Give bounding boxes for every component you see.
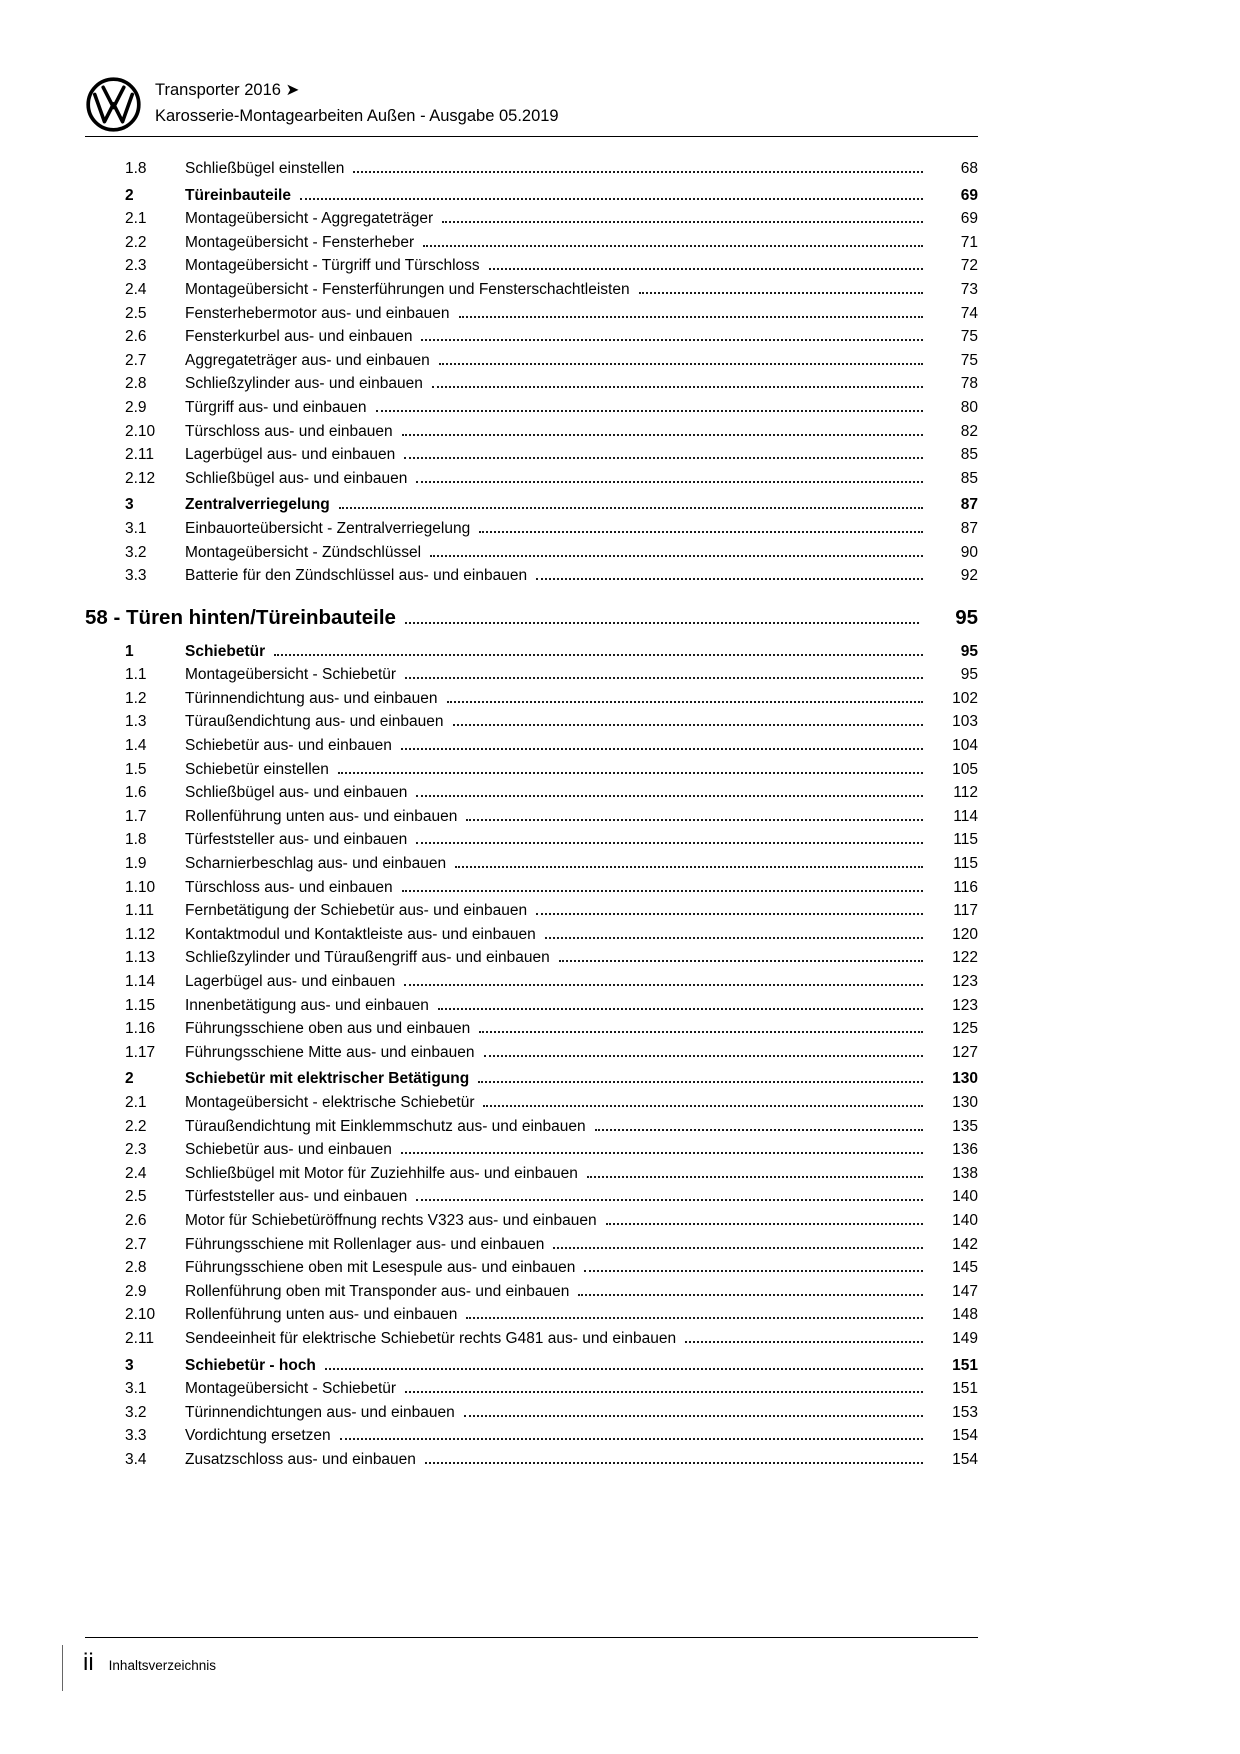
toc-entry-number: 1.12 <box>125 925 156 943</box>
toc-entry-page: 102 <box>952 689 978 707</box>
toc-entry-label: Zentralverriegelung <box>185 496 330 514</box>
toc-entry-page: 87 <box>960 519 978 537</box>
toc-entry-label: Kontaktmodul und Kontaktleiste aus- und einbauen <box>185 925 536 943</box>
toc-row <box>85 758 978 782</box>
toc-entry-number: 2 <box>125 1070 134 1088</box>
toc-entry-page: 153 <box>952 1403 978 1421</box>
toc-entry-page: 92 <box>960 567 978 585</box>
page-footer <box>83 1646 216 1680</box>
dot-leader <box>425 1462 923 1464</box>
toc-row <box>85 1354 978 1378</box>
toc-entry-page: 72 <box>960 257 978 275</box>
toc-entry-page: 130 <box>952 1070 978 1088</box>
dot-leader <box>300 198 923 200</box>
toc-row <box>85 1162 978 1186</box>
toc-entry-number: 2.9 <box>125 1282 147 1300</box>
toc-row <box>85 1256 978 1280</box>
toc-entry-label: Türeinbauteile <box>185 186 291 204</box>
dot-leader <box>404 457 923 459</box>
dot-leader <box>438 1008 923 1010</box>
toc-entry-number: 3.1 <box>125 1380 147 1398</box>
toc-entry-page: 149 <box>952 1329 978 1347</box>
toc-row <box>85 372 978 396</box>
toc-entry-page: 87 <box>960 496 978 514</box>
toc-entry-number: 3.2 <box>125 543 147 561</box>
toc-entry-page: 115 <box>953 855 978 873</box>
toc-entry-number: 2.5 <box>125 1188 147 1206</box>
toc-row <box>85 467 978 491</box>
toc-entry-number: 2.4 <box>125 280 147 298</box>
toc-entry-label: Führungsschiene mit Rollenlager aus- und einbauen <box>185 1235 545 1253</box>
toc-entry-page: 122 <box>952 949 978 967</box>
toc-entry-label: Türinnendichtung aus- und einbauen <box>185 689 438 707</box>
toc-entry-label: Führungsschiene oben mit Lesespule aus- und einbauen <box>185 1259 576 1277</box>
toc-entry-number: 2.5 <box>125 304 147 322</box>
toc-entry-label: Vordichtung ersetzen <box>185 1427 331 1445</box>
toc-entry-page: 151 <box>952 1356 978 1374</box>
toc-entry-page: 74 <box>960 304 978 322</box>
toc-entry-page: 115 <box>953 831 978 849</box>
toc-entry-label: Türinnendichtungen aus- und einbauen <box>185 1403 455 1421</box>
toc-row <box>85 946 978 970</box>
toc-entry-number: 3 <box>125 1356 134 1374</box>
toc-entry-label: Türschloss aus- und einbauen <box>185 878 393 896</box>
toc-entry-page: 95 <box>955 605 978 629</box>
dot-leader <box>401 748 923 750</box>
toc-entry-label: Schließbügel aus- und einbauen <box>185 784 408 802</box>
toc-row <box>85 1401 978 1425</box>
toc-entry-label: Rollenführung unten aus- und einbauen <box>185 807 458 825</box>
toc-entry-label: Schiebetür mit elektrischer Betätigung <box>185 1070 470 1088</box>
toc-row <box>85 517 978 541</box>
toc-entry-page: 120 <box>952 925 978 943</box>
dot-leader <box>405 1391 923 1393</box>
toc-entry-page: 130 <box>952 1093 978 1111</box>
toc-row <box>85 278 978 302</box>
toc-entry-number: 1.10 <box>125 878 156 896</box>
toc-entry-label: Fensterkurbel aus- und einbauen <box>185 328 413 346</box>
toc-entry-number: 2.1 <box>125 1093 147 1111</box>
toc-entry-number: 2.7 <box>125 351 147 369</box>
toc-row <box>85 1091 978 1115</box>
toc-entry-label: Schließbügel mit Motor für Zuziehhilfe aus- und einbauen <box>185 1164 578 1182</box>
dot-leader <box>584 1270 923 1272</box>
toc-entry-label: Batterie für den Zündschlüssel aus- und einbauen <box>185 567 528 585</box>
toc-row <box>85 420 978 444</box>
toc-entry-number: 2.6 <box>125 1211 147 1229</box>
dot-leader <box>453 724 923 726</box>
dot-leader <box>466 1317 923 1319</box>
toc-row <box>85 994 978 1018</box>
dot-leader <box>439 363 923 365</box>
toc-entry-page: 140 <box>952 1211 978 1229</box>
toc-entry-number: 2 <box>125 186 134 204</box>
toc-entry-page: 136 <box>952 1141 978 1159</box>
dot-leader <box>432 386 923 388</box>
toc-entry-label: Schließbügel aus- und einbauen <box>185 469 408 487</box>
toc-entry-label: Innenbetätigung aus- und einbauen <box>185 996 429 1014</box>
dot-leader <box>416 1199 923 1201</box>
toc-row <box>85 1327 978 1351</box>
toc-entry-number: 2.11 <box>125 446 155 464</box>
dot-leader <box>536 578 923 580</box>
toc-entry-page: 125 <box>952 1020 978 1038</box>
dot-leader <box>639 292 923 294</box>
toc-entry-label: Türfeststeller aus- und einbauen <box>185 1188 408 1206</box>
toc-entry-label: Montageübersicht - Fensterheber <box>185 233 415 251</box>
toc-entry-page: 138 <box>952 1164 978 1182</box>
dot-leader <box>274 654 923 656</box>
toc-row <box>85 493 978 517</box>
toc-row <box>85 1138 978 1162</box>
toc-row <box>85 640 978 664</box>
toc-row <box>85 1067 978 1091</box>
toc-entry-page: 71 <box>960 233 978 251</box>
dot-leader <box>478 1081 923 1083</box>
toc-entry-label: Türgriff aus- und einbauen <box>185 398 367 416</box>
dot-leader <box>545 937 923 939</box>
dot-leader <box>578 1294 923 1296</box>
toc-entry-number: 2.3 <box>125 257 147 275</box>
dot-leader <box>402 434 923 436</box>
toc-entry-label: Türaußendichtung aus- und einbauen <box>185 713 444 731</box>
dot-leader <box>353 171 923 173</box>
dot-leader <box>455 866 923 868</box>
toc-entry-number: 2.4 <box>125 1164 147 1182</box>
toc-row <box>85 805 978 829</box>
toc-row <box>85 396 978 420</box>
toc-entry-label: Montageübersicht - Türgriff und Türschloss <box>185 257 480 275</box>
toc-entry-page: 78 <box>960 375 978 393</box>
dot-leader <box>466 819 923 821</box>
dot-leader <box>685 1341 923 1343</box>
toc-entry-number: 3.2 <box>125 1403 147 1421</box>
toc-entry-number: 1.6 <box>125 784 147 802</box>
dot-leader <box>376 410 923 412</box>
dot-leader <box>339 507 923 509</box>
dot-leader <box>553 1247 923 1249</box>
toc-entry-label: Montageübersicht - elektrische Schiebetür <box>185 1093 475 1111</box>
toc-row <box>85 899 978 923</box>
dot-leader <box>442 221 923 223</box>
toc-row <box>85 734 978 758</box>
toc-row <box>85 157 978 181</box>
dot-leader <box>536 913 923 915</box>
header-subtitle: Karosserie-Montagearbeiten Außen - Ausgabe 05.2019 <box>155 107 559 125</box>
dot-leader <box>559 960 923 962</box>
toc-entry-label: Schließzylinder aus- und einbauen <box>185 375 423 393</box>
dot-leader <box>325 1368 923 1370</box>
toc-entry-number: 1.8 <box>125 160 147 177</box>
toc-row <box>85 254 978 278</box>
toc-entry-label: Fensterhebermotor aus- und einbauen <box>185 304 450 322</box>
toc-entry-label: Aggregateträger aus- und einbauen <box>185 351 430 369</box>
toc-row <box>85 1280 978 1304</box>
dot-leader <box>430 555 923 557</box>
toc-entry-number: 1.4 <box>125 737 147 755</box>
toc-entry-number: 3.4 <box>125 1450 147 1468</box>
toc-entry-label: Rollenführung oben mit Transponder aus- und einbauen <box>185 1282 570 1300</box>
toc-entry-number: 2.7 <box>125 1235 147 1253</box>
toc-entry-number: 2.10 <box>125 422 156 440</box>
toc-entry-page: 73 <box>960 280 978 298</box>
toc-entry-number: 2.2 <box>125 233 147 251</box>
toc-entry-label: Rollenführung unten aus- und einbauen <box>185 1306 458 1324</box>
toc-entry-page: 85 <box>960 469 978 487</box>
toc-entry-label: Türfeststeller aus- und einbauen <box>185 831 408 849</box>
toc-entry-page: 114 <box>953 807 978 825</box>
toc-row <box>85 541 978 565</box>
dot-leader <box>340 1438 923 1440</box>
dot-leader <box>587 1176 923 1178</box>
toc-entry-label: Montageübersicht - Fensterführungen und Fensterschachtleisten <box>185 280 630 298</box>
toc-entry-label: Schiebetür <box>185 642 266 660</box>
toc-entry-page: 95 <box>960 642 978 660</box>
toc-entry-label: Türaußendichtung mit Einklemmschutz aus- und einbauen <box>185 1117 586 1135</box>
dot-leader <box>483 1105 923 1107</box>
toc-entry-label: Führungsschiene Mitte aus- und einbauen <box>185 1043 475 1061</box>
toc-entry-label: Scharnierbeschlag aus- und einbauen <box>185 855 447 873</box>
footer-label: Inhaltsverzeichnis <box>108 1658 216 1673</box>
toc-row <box>85 1233 978 1257</box>
toc-row <box>85 876 978 900</box>
toc-entry-number: 1.15 <box>125 996 156 1014</box>
toc-entry-number: 2.3 <box>125 1141 147 1159</box>
toc-entry-label: Montageübersicht - Zündschlüssel <box>185 543 422 561</box>
toc-entry-label: Lagerbügel aus- und einbauen <box>185 446 396 464</box>
toc-entry-label: Schiebetür aus- und einbauen <box>185 1141 392 1159</box>
toc-entry-page: 75 <box>960 328 978 346</box>
toc-entry-number: 1.3 <box>125 713 147 731</box>
toc-entry-number: 1.1 <box>125 666 147 684</box>
toc-entry-page: 154 <box>952 1450 978 1468</box>
toc-entry-number: 2.2 <box>125 1117 147 1135</box>
toc-row <box>85 349 978 373</box>
toc-entry-page: 104 <box>952 737 978 755</box>
toc-row <box>85 1448 978 1472</box>
toc-entry-number: 3 <box>125 496 134 514</box>
toc-entry-page: 142 <box>952 1235 978 1253</box>
toc-entry-page: 135 <box>952 1117 978 1135</box>
toc-entry-number: 1.7 <box>125 807 147 825</box>
table-of-contents <box>85 157 978 1471</box>
toc-row <box>85 828 978 852</box>
dot-leader <box>416 481 923 483</box>
vw-logo-icon <box>85 76 142 133</box>
toc-entry-label: Lagerbügel aus- und einbauen <box>185 973 396 990</box>
dot-leader <box>606 1223 923 1225</box>
dot-leader <box>479 1031 923 1033</box>
toc-entry-number: 2.1 <box>125 210 147 228</box>
header-divider <box>85 136 978 137</box>
toc-entry-number: 2.9 <box>125 398 147 416</box>
dot-leader <box>416 842 923 844</box>
toc-entry-page: 123 <box>952 996 978 1014</box>
toc-entry-number: 1.14 <box>125 973 156 990</box>
footer-margin-mark <box>62 1645 63 1691</box>
toc-row <box>85 564 978 588</box>
toc-entry-page: 69 <box>960 186 978 204</box>
toc-entry-page: 103 <box>952 713 978 731</box>
toc-entry-label: Schiebetür aus- und einbauen <box>185 737 392 755</box>
toc-entry-number: 2.8 <box>125 1259 147 1277</box>
dot-leader <box>464 1415 923 1417</box>
toc-entry-label: Schiebetür - hoch <box>185 1356 316 1374</box>
toc-row <box>85 710 978 734</box>
toc-entry-page: 140 <box>952 1188 978 1206</box>
dot-leader <box>338 772 923 774</box>
toc-entry-number: 1.8 <box>125 831 147 849</box>
toc-entry-number: 2.6 <box>125 328 147 346</box>
toc-entry-page: 123 <box>952 973 978 990</box>
toc-row <box>85 302 978 326</box>
toc-entry-page: 69 <box>960 210 978 228</box>
dot-leader <box>459 316 923 318</box>
dot-leader <box>405 677 923 679</box>
toc-row <box>85 1209 978 1233</box>
dot-leader <box>489 268 923 270</box>
toc-row <box>85 1115 978 1139</box>
toc-entry-label: Türschloss aus- und einbauen <box>185 422 393 440</box>
toc-row <box>85 1424 978 1448</box>
dot-leader <box>447 701 924 703</box>
toc-entry-label: Einbauorteübersicht - Zentralverriegelung <box>185 519 471 537</box>
toc-row <box>85 231 978 255</box>
toc-row <box>85 663 978 687</box>
toc-entry-page: 68 <box>960 160 978 177</box>
toc-entry-number: 1.13 <box>125 949 156 967</box>
toc-entry-label: Schließzylinder und Türaußengriff aus- und einbauen <box>185 949 550 967</box>
toc-entry-number: 1.16 <box>125 1020 156 1038</box>
toc-row <box>85 1017 978 1041</box>
toc-entry-page: 154 <box>952 1427 978 1445</box>
toc-row <box>85 781 978 805</box>
toc-entry-label: Sendeeinheit für elektrische Schiebetür rechts G481 aus- und einbauen <box>185 1329 677 1347</box>
toc-row <box>85 970 978 994</box>
toc-entry-label: Montageübersicht - Schiebetür <box>185 666 397 684</box>
toc-entry-number: 3.1 <box>125 519 147 537</box>
footer-page-number: ii <box>83 1649 94 1676</box>
toc-entry-label: Fernbetätigung der Schiebetür aus- und einbauen <box>185 902 528 920</box>
toc-entry-number: 2.8 <box>125 375 147 393</box>
toc-row <box>85 603 978 633</box>
dot-leader <box>421 339 923 341</box>
toc-entry-number: 2.10 <box>125 1306 156 1324</box>
header-title: Transporter 2016 ➤ <box>155 81 300 99</box>
dot-leader <box>595 1129 923 1131</box>
toc-entry-page: 147 <box>952 1282 978 1300</box>
page-header <box>85 76 559 133</box>
toc-entry-page: 85 <box>960 446 978 464</box>
toc-row <box>85 687 978 711</box>
footer-divider <box>85 1637 978 1638</box>
toc-entry-page: 148 <box>952 1306 978 1324</box>
dot-leader <box>402 890 923 892</box>
toc-row <box>85 1041 978 1065</box>
toc-entry-label: Montageübersicht - Schiebetür <box>185 1380 397 1398</box>
toc-row <box>85 1303 978 1327</box>
toc-row <box>85 184 978 208</box>
toc-entry-page: 151 <box>952 1380 978 1398</box>
toc-entry-page: 112 <box>953 784 978 802</box>
toc-row <box>85 325 978 349</box>
toc-entry-number: 2.12 <box>125 469 156 487</box>
toc-entry-number: 1.5 <box>125 760 147 778</box>
toc-entry-number: 2.11 <box>125 1329 155 1347</box>
toc-row <box>85 923 978 947</box>
toc-entry-label: Zusatzschloss aus- und einbauen <box>185 1450 416 1468</box>
toc-entry-number: 1.2 <box>125 689 147 707</box>
dot-leader <box>405 622 919 624</box>
toc-entry-page: 80 <box>960 398 978 416</box>
toc-entry-label: Montageübersicht - Aggregateträger <box>185 210 434 228</box>
toc-entry-page: 145 <box>952 1259 978 1277</box>
dot-leader <box>479 531 923 533</box>
toc-entry-number: 1.11 <box>125 902 155 920</box>
toc-entry-label: Führungsschiene oben aus und einbauen <box>185 1020 471 1038</box>
header-text <box>155 76 559 129</box>
toc-entry-page: 117 <box>953 902 978 920</box>
toc-entry-label: 58 - Türen hinten/Türeinbauteile <box>85 605 396 629</box>
toc-entry-page: 105 <box>952 760 978 778</box>
toc-entry-number: 1.9 <box>125 855 147 873</box>
toc-entry-label: Schiebetür einstellen <box>185 760 329 778</box>
dot-leader <box>423 245 923 247</box>
toc-entry-page: 127 <box>952 1043 978 1061</box>
toc-entry-number: 1 <box>125 642 134 660</box>
toc-entry-page: 82 <box>960 422 978 440</box>
toc-entry-page: 75 <box>960 351 978 369</box>
toc-entry-number: 3.3 <box>125 1427 147 1445</box>
toc-entry-page: 116 <box>953 878 978 896</box>
toc-row <box>85 1185 978 1209</box>
toc-entry-number: 3.3 <box>125 567 147 585</box>
toc-row <box>85 443 978 467</box>
toc-entry-label: Motor für Schiebetüröffnung rechts V323 aus- und einbauen <box>185 1211 597 1229</box>
toc-entry-number: 1.17 <box>125 1043 156 1061</box>
dot-leader <box>416 795 923 797</box>
dot-leader <box>484 1055 923 1057</box>
toc-entry-page: 90 <box>960 543 978 561</box>
toc-row <box>85 207 978 231</box>
toc-entry-page: 95 <box>960 666 978 684</box>
dot-leader <box>404 984 923 986</box>
dot-leader <box>401 1152 923 1154</box>
toc-entry-label: Schließbügel einstellen <box>185 160 345 177</box>
toc-row <box>85 852 978 876</box>
toc-row <box>85 1377 978 1401</box>
